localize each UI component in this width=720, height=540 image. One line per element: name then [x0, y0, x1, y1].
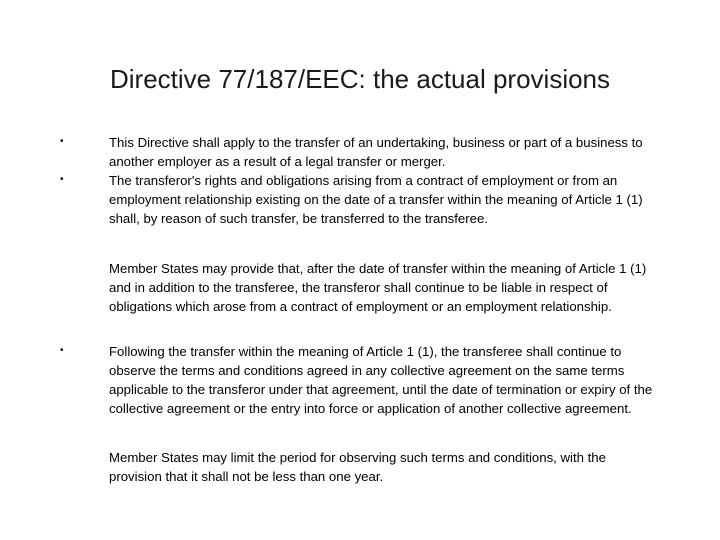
slide-title: Directive 77/187/EEC: the actual provisions [109, 64, 611, 94]
paragraph-scope: This Directive shall apply to the transfer of an undertaking, business or part of a business to another employer as a result of a legal transfer or merger. [109, 135, 643, 169]
paragraph-rights-transfer: The transferor's rights and obligations arising from a contract of employment or from an employment relationship existing on the date of a transfer within the meaning of Article 1 (1) shall, by reason of such transfer, be transferred to the transferee. [109, 173, 643, 226]
bullet-2: • [60, 174, 64, 185]
bullet-1: • [60, 136, 64, 147]
paragraph-member-states-period: Member States may limit the period for observing such terms and conditions, with the provision that it shall not be less than one year. [109, 450, 606, 484]
bullet-3: • [60, 345, 64, 356]
paragraph-collective-agreement: Following the transfer within the meaning of Article 1 (1), the transferee shall continue to observe the terms and conditions agreed in any collective agreement on the same terms applicable to the transferor under that agreement, until the date of termination or expiry of the collective agreement or the entry into force or application of another collective agreement. [109, 344, 653, 416]
paragraph-member-states-liability: Member States may provide that, after the date of transfer within the meaning of Article 1 (1) and in addition to the transferee, the transferor shall continue to be liable in respect of obligations which arose from a contract of employment or an employment relationship. [109, 261, 647, 314]
